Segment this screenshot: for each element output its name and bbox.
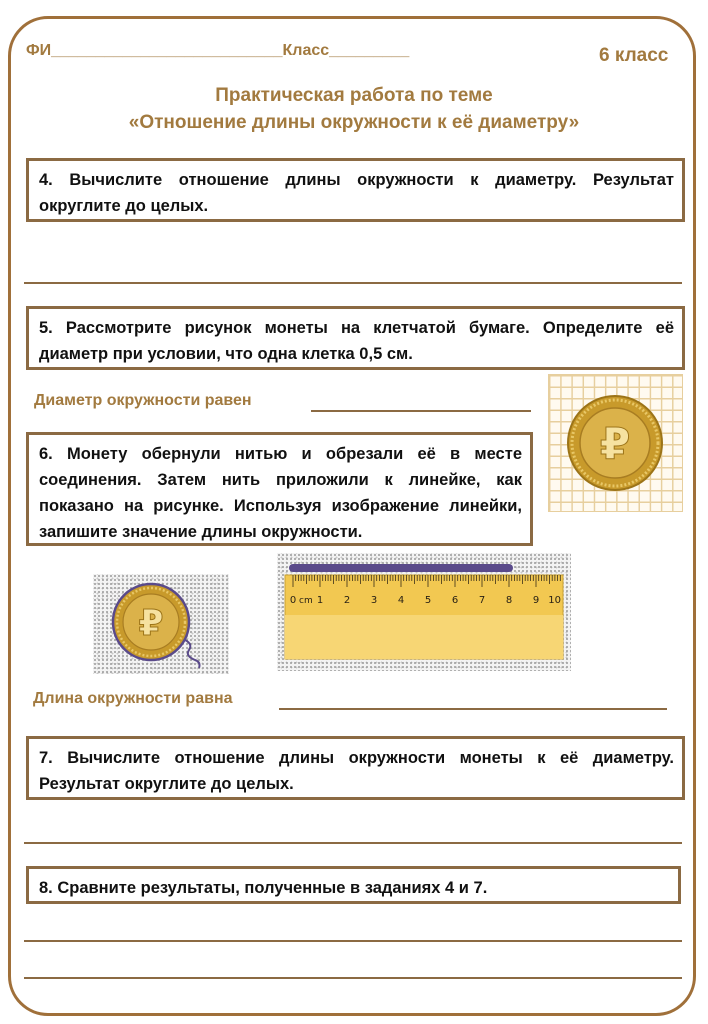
- task-7-box: [26, 736, 685, 800]
- ruler-tick-label: 3: [370, 595, 378, 606]
- ruler-tick-label: 7: [478, 595, 486, 606]
- task-5-text: 5. Рассмотрите рисунок монеты на клетчатой бумаге. Определите её диаметр при условии, что одна клетка 0,5 см.: [39, 319, 674, 363]
- ruler-tick-label: 1: [316, 595, 324, 606]
- page-title-line2: «Отношение длины окружности к её диаметру»: [128, 112, 580, 133]
- ruler-tick-label: 9: [532, 595, 540, 606]
- task-6-box: [26, 432, 533, 546]
- circumference-answer-line[interactable]: [279, 708, 667, 710]
- ruble-symbol-icon-2: ₽: [138, 603, 164, 644]
- ruler-tick-label: 6: [451, 595, 459, 606]
- task-7-text: 7. Вычислите отношение длины окружности монеты к её диаметру. Результат округлите до целых.: [39, 749, 674, 793]
- ruler-tick-label: 5: [424, 595, 432, 606]
- task-7-answer-line[interactable]: [24, 842, 682, 844]
- coin-on-grid: [549, 375, 682, 511]
- ruler-tick-label: 8: [505, 595, 513, 606]
- diameter-answer-label: Диаметр окружности равен: [34, 392, 252, 409]
- ruler-tick-label: 10: [548, 595, 561, 606]
- task-8-answer-line-2[interactable]: [24, 977, 682, 979]
- ruler-tick-label: 4: [397, 595, 405, 606]
- grid-paper-image: [548, 374, 683, 512]
- ruler-image: [277, 553, 571, 671]
- ruble-symbol-icon: ₽: [599, 419, 631, 470]
- coin-thread-image: [93, 574, 229, 674]
- grade-label: 6 класс: [599, 45, 669, 66]
- ruler-drawing: [277, 553, 571, 671]
- task-5-box: [26, 306, 685, 370]
- page-title-line1: Практическая работа по теме: [215, 85, 493, 106]
- ruler-tick-label: 0: [289, 595, 297, 606]
- name-class-field: ФИ__________________________Класс_________: [26, 42, 410, 59]
- task-4-box: [26, 158, 685, 222]
- ruler-tick-label: 2: [343, 595, 351, 606]
- task-6-text: 6. Монету обернули нитью и обрезали её в месте соединения. Затем нить приложили к линейке, как показано на рисунке. Используя изображение линейки, запишите значение длины окружности.: [39, 445, 522, 541]
- task-4-text: 4. Вычислите отношение длины окружности к диаметру. Результат округлите до целых.: [39, 171, 674, 215]
- circumference-answer-label: Длина окружности равна: [33, 690, 233, 707]
- task-8-box: [26, 866, 681, 904]
- task-8-answer-line-1[interactable]: [24, 940, 682, 942]
- task-4-answer-line[interactable]: [24, 282, 682, 284]
- diameter-answer-line[interactable]: [311, 410, 531, 412]
- thread-end-icon: [185, 640, 200, 668]
- ruler-lower-band: [285, 615, 563, 659]
- task-8-text: 8. Сравните результаты, полученные в заданиях 4 и 7.: [39, 879, 488, 897]
- ruler-unit-label: cm: [299, 596, 313, 606]
- coin-thread-drawing: [93, 574, 229, 674]
